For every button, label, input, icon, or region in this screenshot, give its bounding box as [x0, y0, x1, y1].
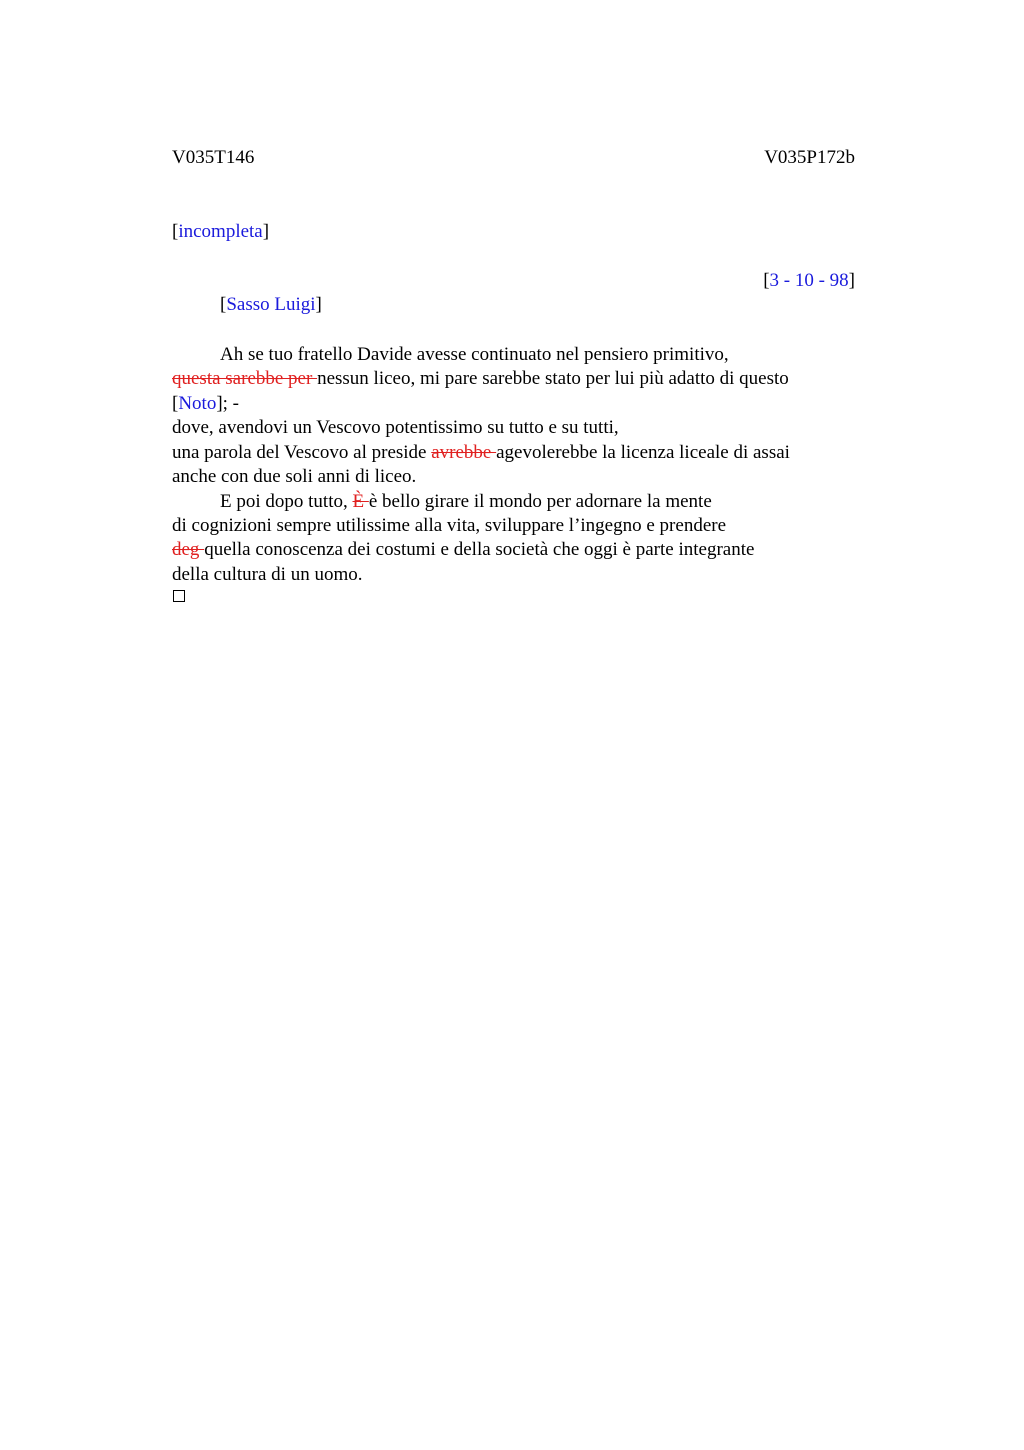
addressee	[220, 293, 322, 317]
body-line	[172, 441, 790, 465]
deleted-text: È	[352, 491, 369, 512]
body-line: anche con due soli anni di liceo.	[172, 466, 417, 487]
status-label: incompleta	[178, 221, 263, 242]
status-note	[172, 220, 269, 244]
body-line: dove, avendovi un Vescovo potentissimo su tutto e su tutti,	[172, 417, 619, 438]
body-line	[172, 538, 754, 562]
line-text: quella conoscenza dei costumi e della società che oggi è parte integrante	[204, 539, 755, 560]
place-name: Noto	[178, 393, 217, 414]
line-text: E poi dopo tutto,	[220, 491, 353, 512]
body-line: di cognizioni sempre utilissime alla vita, sviluppare l’ingegno e prendere	[172, 515, 727, 536]
bracket-open: [	[172, 393, 179, 414]
deleted-text: avrebbe	[431, 442, 497, 463]
line-text: nessun liceo, mi pare sarebbe stato per lui più adatto di questo	[317, 368, 789, 389]
body-line	[172, 367, 789, 391]
body-line	[220, 490, 712, 514]
body-line: della cultura di un uomo.	[172, 564, 363, 585]
bracket-close: ]	[262, 221, 270, 242]
end-marker-box-icon	[173, 590, 185, 602]
page-id: V035P172b	[764, 147, 855, 168]
bracket-close: ]	[848, 270, 855, 291]
line-text: agevolerebbe la licenza liceale di assai	[496, 442, 790, 463]
date-value: 3 - 10 - 98	[769, 270, 849, 291]
letter-date	[763, 269, 855, 293]
deleted-text: questa sarebbe per	[172, 368, 318, 389]
bracket-open: [	[763, 270, 770, 291]
document-id: V035T146	[172, 147, 255, 168]
bracket-open: [	[220, 294, 227, 315]
bracket-close: ]; -	[216, 393, 240, 414]
addressee-name: Sasso Luigi	[226, 294, 316, 315]
deleted-text: deg	[172, 539, 205, 560]
bracket-close: ]	[315, 294, 322, 315]
line-text: una parola del Vescovo al preside	[172, 442, 432, 463]
line-text: è bello girare il mondo per adornare la mente	[368, 491, 712, 512]
body-line: Ah se tuo fratello Davide avesse continuato nel pensiero primitivo,	[220, 344, 729, 365]
bracket-open: [	[172, 221, 179, 242]
body-line	[172, 392, 239, 416]
